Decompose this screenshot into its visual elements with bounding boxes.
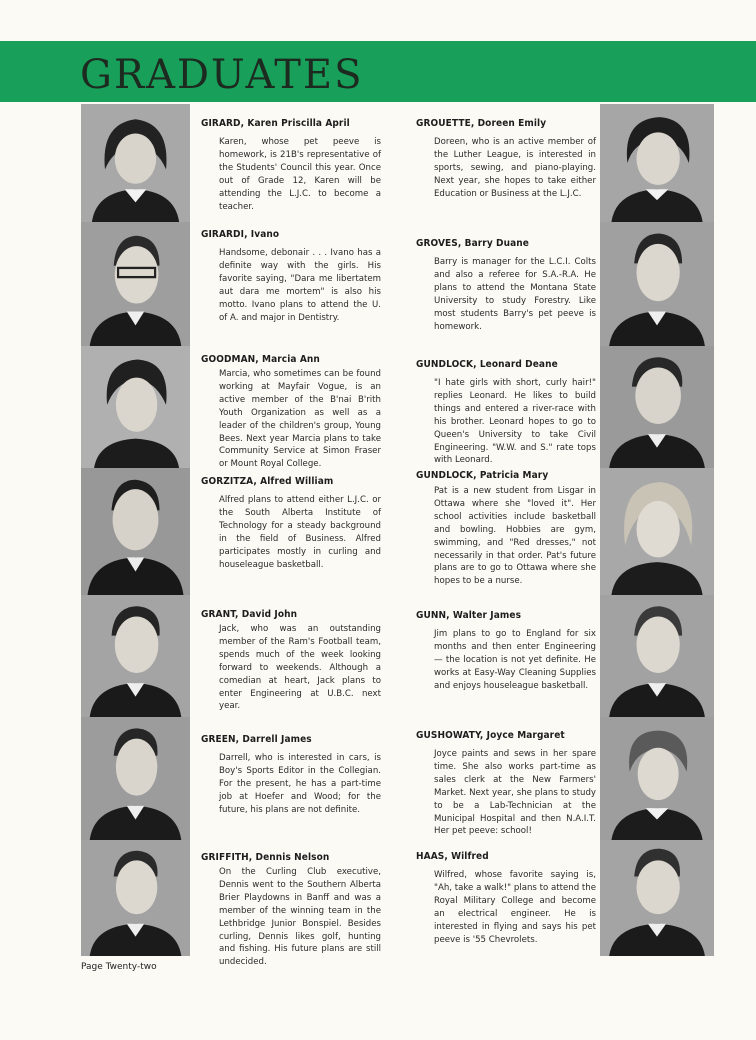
graduate-entry [201, 851, 381, 969]
portrait-photo [81, 468, 190, 595]
graduate-entry [416, 609, 596, 693]
graduate-bio: Karen, whose pet peeve is homework, is 21B's representative of the Students' Council this year. Once out of Grade 12, Karen will be attending the L.J.C. to become a teacher. [219, 137, 381, 212]
graduate-name: HAAS, Wilfred [416, 851, 489, 862]
graduate-name: GRIFFITH, Dennis Nelson [201, 852, 330, 863]
graduate-name: GIRARD, Karen Priscilla April [201, 118, 350, 129]
graduate-name: GROVES, Barry Duane [416, 238, 529, 249]
portrait-photo [600, 104, 714, 222]
portrait-photo [600, 595, 714, 717]
portrait-photo [81, 717, 190, 840]
graduate-bio: Barry is manager for the L.C.I. Colts and also a referee for S.A.-R.A. He plans to attend the Montana State University to study Forestry. Like most students Barry's pet peeve is homework. [434, 257, 596, 332]
graduate-name: GRANT, David John [201, 609, 298, 620]
portrait-photo [81, 222, 190, 346]
graduate-entry [201, 353, 381, 471]
graduate-name: GORZITZA, Alfred William [201, 476, 334, 487]
graduate-name: GOODMAN, Marcia Ann [201, 354, 320, 365]
graduate-name: GROUETTE, Doreen Emily [416, 118, 547, 129]
graduate-bio: Doreen, who is an active member of the Luther League, is interested in sports, sewing, and piano-playing. Next year, she hopes to take either Education or Business at the L.J.C. [434, 137, 596, 199]
graduate-name: GREEN, Darrell James [201, 734, 312, 745]
portrait-photo [81, 346, 190, 468]
page-title: GRADUATES [80, 52, 364, 98]
graduate-entry [201, 117, 381, 213]
graduate-entry [416, 469, 596, 588]
graduate-entry [416, 237, 596, 333]
portrait-photo [600, 717, 714, 840]
graduate-bio: Wilfred, whose favorite saying is, "Ah, take a walk!" plans to attend the Royal Military College and become an electrical engineer. He is interested in flying and says his pet peeve is '55 Chevrolets. [434, 870, 597, 945]
graduate-bio: Handsome, debonair . . . Ivano has a definite way with the girls. His favorite saying, "Dara me libertatem aut dara me mortem" is also his motto. Ivano plans to attend the U. of A. and major in Dentistry. [219, 248, 381, 323]
graduate-entry [416, 850, 596, 946]
graduate-name: GIRARDI, Ivano [201, 229, 280, 240]
graduate-entry [201, 228, 381, 324]
graduate-entry [416, 358, 596, 467]
graduate-name: GUNDLOCK, Leonard Deane [416, 359, 558, 370]
graduate-name: GUSHOWATY, Joyce Margaret [416, 730, 565, 741]
portrait-photo [600, 468, 714, 595]
graduate-entry [201, 475, 381, 571]
page-number: Page Twenty-two [81, 962, 157, 972]
graduate-bio: On the Curling Club executive, Dennis went to the Southern Alberta Brier Playdowns in Banff and was a member of the winning team in the Lethbridge Junior Bonspiel. Besides curling, Dennis likes golf, hunting and fishing. His future plans are still undecided. [219, 867, 381, 968]
graduate-bio: "I hate girls with short, curly hair!" replies Leonard. He likes to build things and entered a river-race with his brother. Leonard hopes to go to Queen's University to take Civil Engineering. "W.W. and S." rate tops with Leonard. [434, 378, 596, 466]
portrait-photo [600, 346, 714, 468]
graduate-bio: Darrell, who is interested in cars, is Boy's Sports Editor in the Collegian. For the present, he has a part-time job at Hoefer and Wood; for the future, his plans are not definite. [219, 753, 381, 815]
graduate-bio: Jim plans to go to England for six months and then enter Engineering — the location is not yet definite. He works at Easy-Way Cleaning Supplies and enjoys houseleague basketball. [434, 629, 596, 691]
graduate-entry [201, 733, 381, 817]
graduate-bio: Jack, who was an outstanding member of the Ram's Football team, spends much of the week looking forward to weekends. Although a comedian at heart, Jack plans to enter Engineering at U.B.C. next year. [219, 624, 381, 712]
graduate-name: GUNDLOCK, Patricia Mary [416, 470, 549, 481]
portrait-photo [600, 222, 714, 346]
graduate-bio: Marcia, who sometimes can be found working at Mayfair Vogue, is an active member of the B'nai B'rith Youth Organization as well as a leader of the children's group, Young Bees. Next year Marcia plans to take Community Service at Simon Fraser or Mount Royal College. [219, 369, 381, 470]
graduate-bio: Joyce paints and sews in her spare time. She also works part-time as sales clerk at the New Farmers' Market. Next year, she plans to study to be a Lab-Technician at the Municipal Hospital and then N.A.I.T. Her pet peeve: school! [434, 749, 596, 837]
portrait-photo [81, 104, 190, 222]
portrait-photo [81, 595, 190, 717]
graduate-name: GUNN, Walter James [416, 610, 522, 621]
graduate-entry [416, 117, 596, 201]
portrait-photo [600, 840, 714, 956]
graduate-entry [416, 729, 596, 838]
graduate-entry [201, 608, 381, 713]
graduate-bio: Pat is a new student from Lisgar in Ottawa where she "loved it". Her school activities include basketball and bowling. Hobbies are gym, swimming, and "Red dresses," not necessarily in that order. Pat's future plans are to go to Ottawa where she hopes to be a nurse. [434, 486, 596, 587]
portrait-photo [81, 840, 190, 956]
graduate-bio: Alfred plans to attend either L.J.C. or the South Alberta Institute of Technology for a steady background in the field of Business. Alfred participates mostly in curling and houseleague basketball. [219, 495, 381, 570]
